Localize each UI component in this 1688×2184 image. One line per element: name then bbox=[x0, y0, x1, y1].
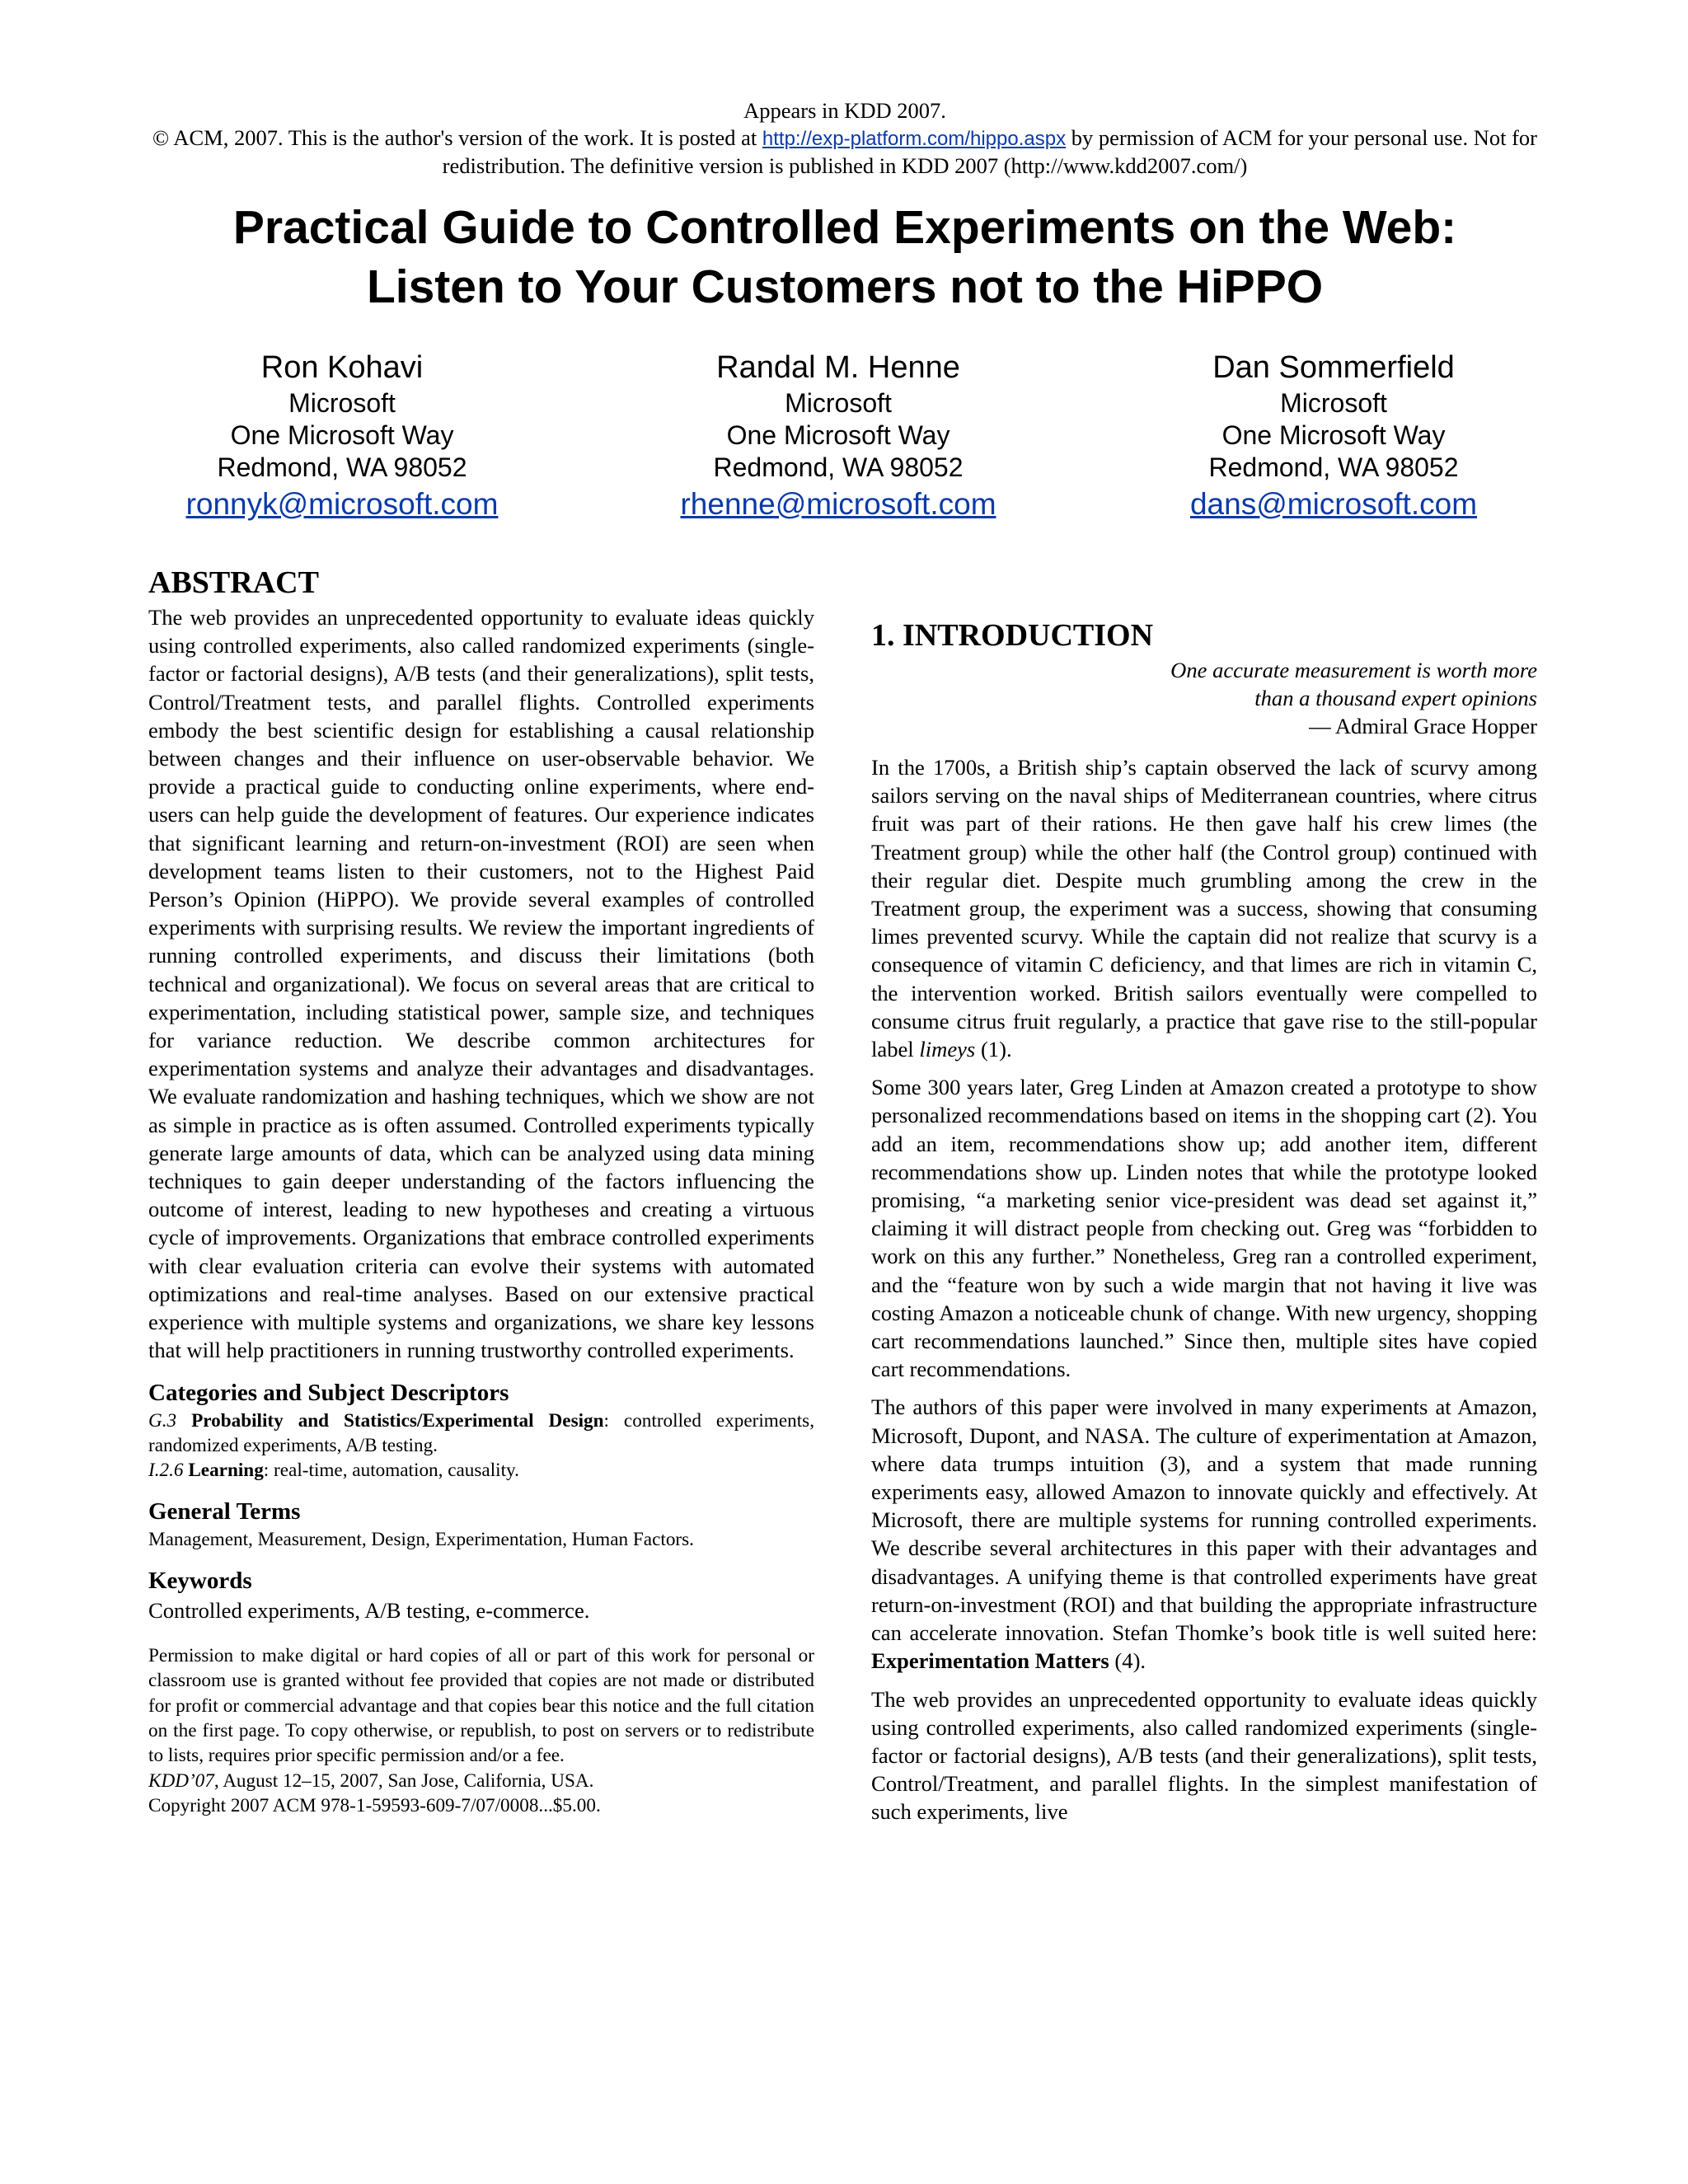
hippo-link[interactable]: http://exp-platform.com/hippo.aspx bbox=[762, 128, 1067, 150]
author-city: Redmond, WA 98052 bbox=[217, 452, 467, 482]
author-city: Redmond, WA 98052 bbox=[713, 452, 964, 482]
epigraph-attribution: — Admiral Grace Hopper bbox=[1309, 714, 1537, 738]
author-org: Microsoft bbox=[785, 388, 892, 418]
notice-line-2 bbox=[140, 124, 1550, 180]
author-city: Redmond, WA 98052 bbox=[1208, 452, 1459, 482]
author-block-2 bbox=[591, 348, 1085, 525]
intro-p3-bold: Experimentation Matters bbox=[871, 1648, 1109, 1674]
notice-post: by permission of ACM for your personal use. Not for redistribution. The definitive version is published in KDD 2007 (http://www.kdd2007.com/) bbox=[442, 125, 1537, 178]
introduction-heading: 1. INTRODUCTION bbox=[871, 618, 1154, 653]
intro-paragraph-4: The web provides an unprecedented opportunity to evaluate ideas quickly using controlled experiments, also called randomized experiments (single-factor or factorial designs), A/B tests (and their generalizations), split tests, Control/Treatment, and parallel flights. In the simplest manifestation of such experiments, live bbox=[871, 1686, 1537, 1825]
paper-title bbox=[99, 198, 1591, 316]
general-terms-heading: General Terms bbox=[148, 1498, 301, 1526]
left-column bbox=[148, 564, 814, 1829]
author-name: Ron Kohavi bbox=[260, 350, 424, 385]
epigraph bbox=[871, 656, 1537, 740]
author-org: Microsoft bbox=[1280, 388, 1387, 418]
g3-text: : controlled experiments, randomized experiments, A/B testing. bbox=[148, 1410, 814, 1457]
intro-p1-italic: limeys bbox=[919, 1037, 976, 1062]
author-street: One Microsoft Way bbox=[1221, 420, 1446, 450]
intro-paragraph-1 bbox=[871, 753, 1537, 1063]
title-line-1: Practical Guide to Controlled Experiments on the Web: bbox=[232, 201, 1457, 254]
epigraph-line-2: than a thousand expert opinions bbox=[1254, 686, 1537, 710]
author-email[interactable]: dans@microsoft.com bbox=[1189, 487, 1478, 521]
notice-line-1: Appears in KDD 2007. bbox=[743, 98, 946, 123]
intro-paragraph-3 bbox=[871, 1393, 1537, 1675]
author-org: Microsoft bbox=[288, 388, 396, 418]
author-block-1 bbox=[95, 348, 589, 525]
categories-heading: Categories and Subject Descriptors bbox=[148, 1380, 509, 1407]
author-email[interactable]: rhenne@microsoft.com bbox=[680, 487, 996, 521]
epigraph-line-1: One accurate measurement is worth more bbox=[1170, 658, 1537, 682]
categories-text bbox=[148, 1408, 814, 1483]
intro-p3-end: (4). bbox=[1109, 1648, 1146, 1674]
right-column bbox=[871, 616, 1537, 1836]
abstract-text: The web provides an unprecedented opportunity to evaluate ideas quickly using controlled experiments, also called randomized experiments (single-factor or factorial designs), A/B tests (and their generalizations), split tests, Control/Treatment tests, and parallel flights. Controlled experiments embody the best scientific design for establishing a causal relationship between changes and their influence on user-observable behavior. We provide a practical guide to conducting online experiments, where end-users can help guide the development of features. Our experience indicates that significant learning and return-on-investment (ROI) are seen when development teams listen to their customers, not to the Highest Paid Person’s Opinion (HiPPO). We provide several examples of controlled experiments with surprising results. We review the important ingredients of running controlled experiments, and discuss their limitations (both technical and organizational). We focus on several areas that are critical to experimentation, including statistical power, sample size, and techniques for variance reduction. We describe common architectures for experimentation systems and analyze their advantages and disadvantages. We evaluate randomization and hashing techniques, which we show are not as simple in practice as is often assumed. Controlled experiments typically generate large amounts of data, which can be analyzed using data mining techniques to gain deeper understanding of the factors influencing the outcome of interest, leading to new hypotheses and creating a virtuous cycle of improvements. Organizations that embrace controlled experiments with clear evaluation criteria can evolve their systems with automated optimizations and real-time analyses. Based on our extensive practical experience with multiple systems and organizations, we share key lessons that will help practitioners in running trustworthy controlled experiments. bbox=[148, 605, 814, 1363]
conference-name: KDD’07 bbox=[148, 1769, 214, 1792]
intro-p3-text: The authors of this paper were involved in many experiments at Amazon, Microsoft, Dupont, and NASA. The culture of experimentation at Amazon, where data trumps intuition (3), and a system that made running experiments easy, allowed Amazon to innovate quickly and effectively. At Microsoft, there are multiple systems for running controlled experiments. We describe several architectures in this paper with their advantages and disadvantages. A unifying theme is that controlled experiments have great return-on-investment (ROI) and that building the appropriate infrastructure can accelerate innovation. Stefan Thomke’s book title is well suited here: bbox=[871, 1394, 1537, 1646]
author-block-3 bbox=[1086, 348, 1581, 525]
author-street: One Microsoft Way bbox=[230, 420, 454, 450]
i26-text: : real-time, automation, causality. bbox=[263, 1460, 519, 1482]
author-street: One Microsoft Way bbox=[726, 420, 950, 450]
author-name: Dan Sommerfield bbox=[1212, 350, 1455, 385]
keywords-text: Controlled experiments, A/B testing, e-commerce. bbox=[148, 1598, 590, 1624]
keywords-heading: Keywords bbox=[148, 1568, 252, 1595]
i26-code: I.2.6 bbox=[148, 1460, 184, 1482]
permission-text: Permission to make digital or hard copies of all or part of this work for personal or classroom use is granted without fee provided that copies are not made or distributed for profit or commercial advantage and that copies bear this notice and the full citation on the first page. To copy otherwise, or republish, to post on servers or to redistribute to lists, requires prior specific permission and/or a fee. bbox=[148, 1644, 814, 1767]
author-email[interactable]: ronnyk@microsoft.com bbox=[185, 487, 499, 521]
title-line-2: Listen to Your Customers not to the HiPPO bbox=[366, 260, 1324, 313]
g3-code: G.3 bbox=[148, 1410, 177, 1432]
intro-p1-end: (1). bbox=[975, 1037, 1012, 1062]
g3-title: Probability and Statistics/Experimental Design bbox=[191, 1410, 604, 1432]
general-terms-text: Management, Measurement, Design, Experimentation, Human Factors. bbox=[148, 1529, 694, 1551]
conference-details: , August 12–15, 2007, San Jose, California, USA. bbox=[213, 1769, 594, 1792]
copyright-line: Copyright 2007 ACM 978-1-59593-609-7/07/0008...$5.00. bbox=[148, 1795, 601, 1817]
notice-pre: © ACM, 2007. This is the author's version of the work. It is posted at bbox=[152, 125, 762, 150]
intro-p1-text: In the 1700s, a British ship’s captain observed the lack of scurvy among sailors serving on the naval ships of Mediterranean countries, where citrus fruit was part of their rations. He then gave half his crew limes (the Treatment group) while the other half (the Control group) continued with their regular diet. Despite much grumbling among the crew in the Treatment group, the experiment was a success, showing that consuming limes prevented scurvy. While the captain did not realize that scurvy is a consequence of vitamin C deficiency, and that limes are rich in vitamin C, the intervention worked. British sailors eventually were compelled to consume citrus fruit regularly, a practice that gave rise to the still-popular label bbox=[871, 755, 1537, 1062]
i26-title: Learning bbox=[188, 1460, 264, 1482]
publication-notice bbox=[140, 97, 1550, 180]
author-name: Randal M. Henne bbox=[716, 350, 960, 385]
permission-notice bbox=[148, 1643, 814, 1819]
intro-paragraph-2: Some 300 years later, Greg Linden at Amazon created a prototype to show personalized recommendations based on items in the shopping cart (2). You add an item, recommendations show up; add another item, different recommendations show up. Linden notes that while the prototype looked promising, “a marketing senior vice-president was dead set against it,” claiming it will distract people from checking out. Greg was “forbidden to work on this any further.” Nonetheless, Greg ran a controlled experiment, and the “feature won by such a wide margin that not having it live was costing Amazon a noticeable chunk of change. With new urgency, shopping cart recommendations launched.” Since then, multiple sites have copied cart recommendations. bbox=[871, 1075, 1537, 1382]
abstract-heading: ABSTRACT bbox=[148, 565, 319, 600]
